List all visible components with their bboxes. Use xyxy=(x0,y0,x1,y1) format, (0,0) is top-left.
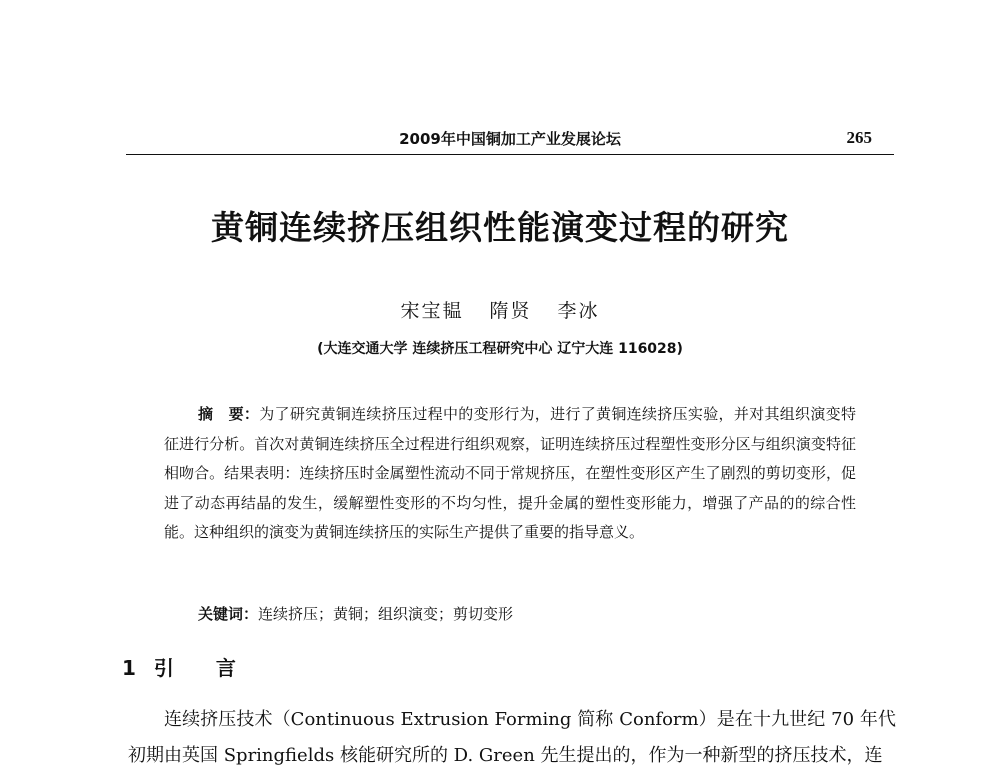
section-title: 引言 xyxy=(153,656,278,680)
affiliation: (大连交通大学 连续挤压工程研究中心 辽宁大连 116028) xyxy=(317,341,683,357)
paper-title: 黄铜连续挤压组织性能演变过程的研究 xyxy=(211,208,789,247)
intro-paragraph: 连续挤压技术（Continuous Extrusion Forming 简称 Conform）是在十九世纪 70 年代初期由英国 Springfields 核能研究所的 D. Green 先生提出的，作为一种新型的挤压技术，连 xyxy=(128,709,896,766)
section-number: 1 xyxy=(122,656,136,680)
section-heading xyxy=(122,652,278,681)
authors: 宋宝韫 隋贤 李冰 xyxy=(400,300,600,322)
keywords-label: 关键词： xyxy=(198,605,259,623)
page-number: 265 xyxy=(846,128,872,147)
abstract-text: 为了研究黄铜连续挤压过程中的变形行为，进行了黄铜连续挤压实验，并对其组织演变特征进行分析。首次对黄铜连续挤压全过程进行组织观察，证明连续挤压过程塑性变形分区与组织演变特征相吻合。结果表明：连续挤压时金属塑性流动不同于常规挤压，在塑性变形区产生了剧烈的剪切变形，促进了动态再结晶的发生，缓解塑性变形的不均匀性，提升金属的塑性变形能力，增强了产品的的综合性能。这种组织的演变为黄铜连续挤压的实际生产提供了重要的指导意义。 xyxy=(164,405,856,541)
keywords-text: 连续挤压；黄铜；组织演变；剪切变形 xyxy=(258,605,514,623)
conference-name: 2009年中国铜加工产业发展论坛 xyxy=(399,130,621,148)
abstract xyxy=(164,400,856,548)
keywords xyxy=(198,603,513,624)
intro-body xyxy=(128,702,896,774)
abstract-label: 摘 要： xyxy=(198,405,260,423)
running-header xyxy=(126,126,894,155)
